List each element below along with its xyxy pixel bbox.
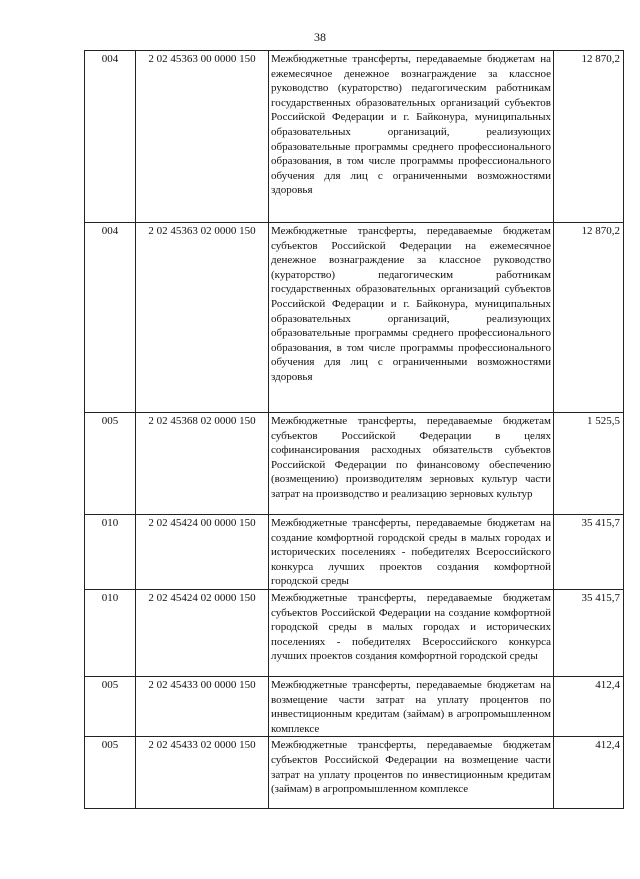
revenue-description-cell: Межбюджетные трансферты, передаваемые бюджетам на ежемесячное денежное вознаграждение за классное руководство (кураторство) педагогическим работникам государственных образовательных организаций субъектов Российской Федерации и г. Байконура, муниципальных образовательных организаций, реализующих образовательные программы среднего профессионального образования, в том числе программы профессионального обучения для лиц с ограниченными возможностями здоровья xyxy=(269,51,554,223)
amount-cell: 35 415,7 xyxy=(554,515,624,590)
admin-code-cell: 004 xyxy=(85,223,136,413)
admin-code-cell: 005 xyxy=(85,413,136,515)
admin-code-cell: 005 xyxy=(85,737,136,809)
budget-classification-code-cell: 2 02 45433 02 0000 150 xyxy=(136,737,269,809)
revenue-description-cell: Межбюджетные трансферты, передаваемые бюджетам на возмещение части затрат на уплату процентов по инвестиционным кредитам (займам) в агропромышленном комплексе xyxy=(269,676,554,736)
admin-code-cell: 004 xyxy=(85,51,136,223)
amount-cell: 1 525,5 xyxy=(554,413,624,515)
budget-classification-code-cell: 2 02 45424 00 0000 150 xyxy=(136,515,269,590)
budget-classification-code-cell: 2 02 45363 00 0000 150 xyxy=(136,51,269,223)
amount-cell: 12 870,2 xyxy=(554,51,624,223)
budget-classification-code-cell: 2 02 45424 02 0000 150 xyxy=(136,589,269,676)
table-row xyxy=(85,413,624,515)
table-row xyxy=(85,589,624,676)
revenue-description-cell: Межбюджетные трансферты, передаваемые бюджетам субъектов Российской Федерации на ежемесячное денежное вознаграждение за классное руководство (кураторство) педагогическим работникам государственных образовательных организаций субъектов Российской Федерации и г. Байконура, муниципальных образовательных организаций, реализующих образовательные программы среднего профессионального образования, в том числе программы профессионального обучения для лиц с ограниченными возможностями здоровья xyxy=(269,223,554,413)
revenue-description-cell: Межбюджетные трансферты, передаваемые бюджетам субъектов Российской Федерации в целях софинансирования расходных обязательств субъектов Российской Федерации по финансовому обеспечению (возмещению) производителям зерновых культур части затрат на производство и реализацию зерновых культур xyxy=(269,413,554,515)
table-row xyxy=(85,223,624,413)
amount-cell: 412,4 xyxy=(554,676,624,736)
budget-revenue-table xyxy=(84,50,624,809)
table-row xyxy=(85,515,624,590)
budget-classification-code-cell: 2 02 45368 02 0000 150 xyxy=(136,413,269,515)
admin-code-cell: 005 xyxy=(85,676,136,736)
revenue-description-cell: Межбюджетные трансферты, передаваемые бюджетам субъектов Российской Федерации на создание комфортной городской среды в малых городах и исторических поселениях - победителях Всероссийского конкурса лучших проектов создания комфортной городской среды xyxy=(269,589,554,676)
amount-cell: 12 870,2 xyxy=(554,223,624,413)
admin-code-cell: 010 xyxy=(85,515,136,590)
table-row xyxy=(85,51,624,223)
table-row xyxy=(85,737,624,809)
budget-classification-code-cell: 2 02 45363 02 0000 150 xyxy=(136,223,269,413)
admin-code-cell: 010 xyxy=(85,589,136,676)
budget-classification-code-cell: 2 02 45433 00 0000 150 xyxy=(136,676,269,736)
amount-cell: 35 415,7 xyxy=(554,589,624,676)
table-row xyxy=(85,676,624,736)
page-number: 38 xyxy=(314,30,326,44)
amount-cell: 412,4 xyxy=(554,737,624,809)
revenue-description-cell: Межбюджетные трансферты, передаваемые бюджетам на создание комфортной городской среды в малых городах и исторических поселениях - победителях Всероссийского конкурса лучших проектов создания комфортной городской среды xyxy=(269,515,554,590)
revenue-description-cell: Межбюджетные трансферты, передаваемые бюджетам субъектов Российской Федерации на возмещение части затрат на уплату процентов по инвестиционным кредитам (займам) в агропромышленном комплексе xyxy=(269,737,554,809)
